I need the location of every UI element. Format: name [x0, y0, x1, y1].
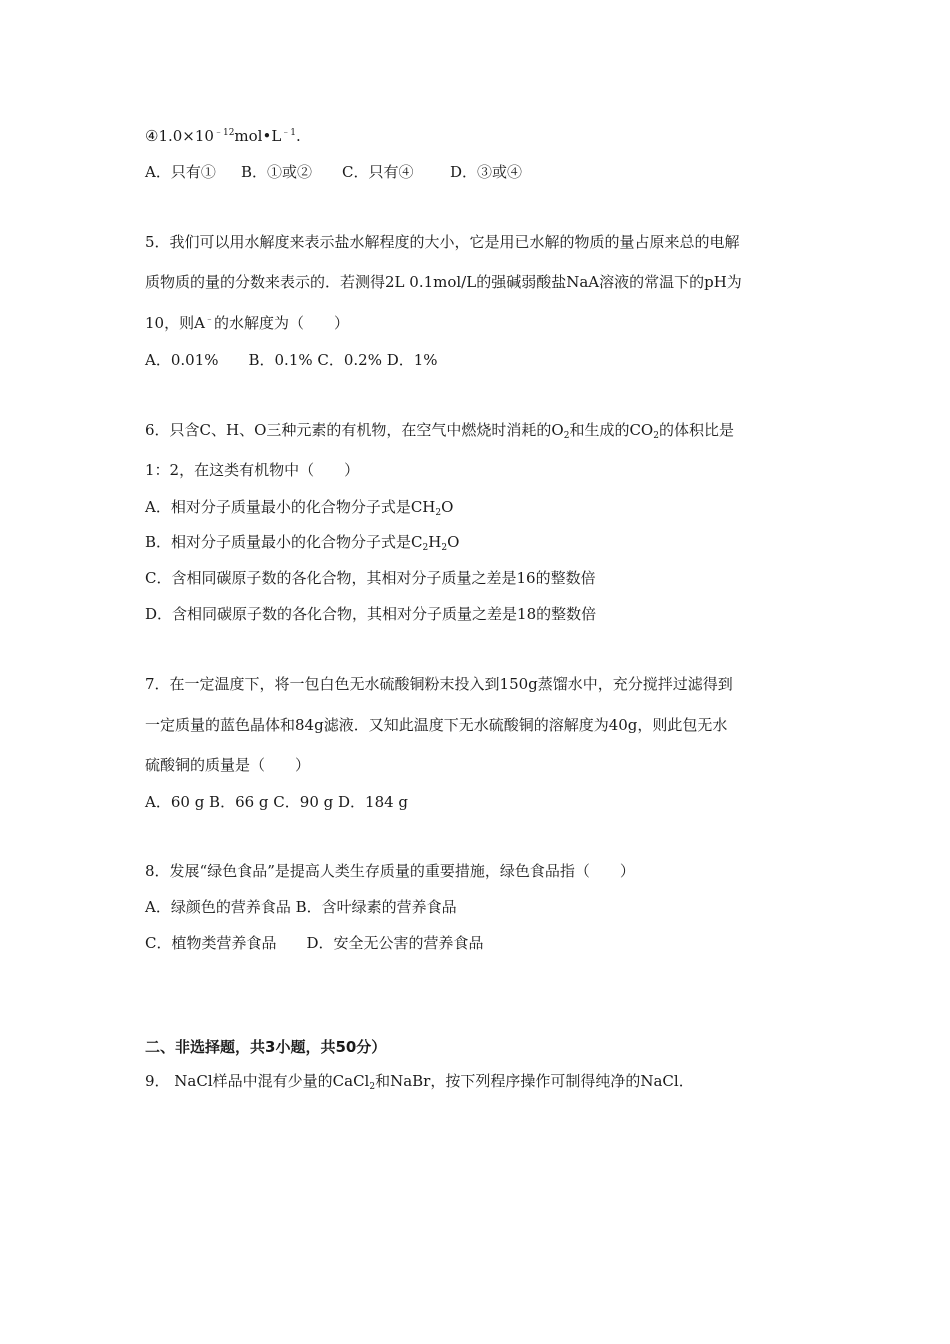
q6-text-c: 的体积比是: [658, 421, 734, 439]
q8-options-1: A．绿颜色的营养食品 B．含叶绿素的营养食品: [145, 898, 457, 916]
q4-option-c: C．只有④: [342, 163, 414, 181]
q6-option-b-sub-2: 2: [441, 543, 448, 553]
q5-line-2: 质物质的量的分数来表示的．若测得2L 0.1mol/L的强碱弱酸盐NaA溶液的常温下的pH为: [145, 273, 742, 291]
q9-line-1: [145, 1071, 694, 1091]
q6-option-a: [145, 497, 453, 517]
q4-option-4: [145, 126, 301, 146]
q4-options: [145, 162, 522, 182]
q6-text-a: 6．只含C、H、O三种元素的有机物，在空气中燃烧时消耗的O: [145, 421, 564, 439]
q5-line-3-tail: 的水解度为（ ）: [213, 314, 349, 332]
q4-exponent-1: ﹣12: [213, 128, 235, 138]
q4-unit: mol•L: [234, 127, 282, 145]
q8-line-1: 8．发展“绿色食品”是提高人类生存质量的重要措施，绿色食品指（ ）: [145, 862, 635, 880]
q6-option-b-text: B．相对分子质量最小的化合物分子式是C: [145, 533, 423, 551]
q6-sub-2: 2: [653, 431, 659, 441]
q6-option-b-sub-1: 2: [422, 543, 429, 553]
q6-line-2: 1：2，在这类有机物中（ ）: [145, 461, 360, 479]
q5-line-3: [145, 313, 349, 333]
q6-option-a-tail: O: [441, 498, 454, 516]
q6-option-a-sub: 2: [435, 508, 442, 518]
q4-option-d: D．③或④: [450, 163, 523, 181]
q6-line-1: [145, 420, 734, 440]
q7-options: A．60 g B．66 g C．90 g D．184 g: [145, 793, 409, 811]
q7-line-1: 7．在一定温度下，将一包白色无水硫酸铜粉末投入到150g蒸馏水中，充分搅拌过滤得到: [145, 675, 733, 693]
q6-option-b-tail: O: [447, 533, 460, 551]
q6-option-d: D．含相同碳原子数的各化合物，其相对分子质量之差是18的整数倍: [145, 605, 597, 623]
q4-option-a: A．只有①: [145, 163, 216, 181]
q7-line-3: 硫酸铜的质量是（ ）: [145, 756, 311, 774]
q6-option-b: [145, 532, 459, 552]
q5-line-1: 5．我们可以用水解度来表示盐水解程度的大小，它是用已水解的物质的量占原来总的电解: [145, 233, 740, 251]
q9-text: 9． NaCl样品中混有少量的CaCl: [145, 1072, 370, 1090]
q4-value: ④1.0×10: [145, 127, 214, 145]
section-title: 二、非选择题，共3小题，共50分）: [145, 1038, 387, 1056]
q4-option-b: B．①或②: [241, 163, 313, 181]
q6-text-b: 和生成的CO: [569, 421, 654, 439]
q9-tail: 和NaBr，按下列程序操作可制得纯净的NaCl．: [375, 1072, 694, 1090]
q7-line-2: 一定质量的蓝色晶体和84g滤液．又知此温度下无水硫酸铜的溶解度为40g，则此包无水: [145, 716, 728, 734]
q6-option-c: C．含相同碳原子数的各化合物，其相对分子质量之差是16的整数倍: [145, 569, 596, 587]
q6-option-a-text: A．相对分子质量最小的化合物分子式是CH: [145, 498, 436, 516]
q9-sub: 2: [369, 1082, 376, 1092]
q8-options-2: C．植物类营养食品 D．安全无公害的营养食品: [145, 934, 484, 952]
q6-sub-1: 2: [563, 431, 570, 441]
q4-suffix: .: [296, 127, 301, 145]
q4-exponent-2: ﹣1: [281, 128, 297, 138]
q5-line-3-text: 10，则A: [145, 314, 205, 332]
q5-superscript: ﹣: [204, 315, 214, 325]
q6-option-b-mid: H: [428, 533, 442, 551]
q5-options: A．0.01% B．0.1% C．0.2% D．1%: [145, 351, 438, 369]
